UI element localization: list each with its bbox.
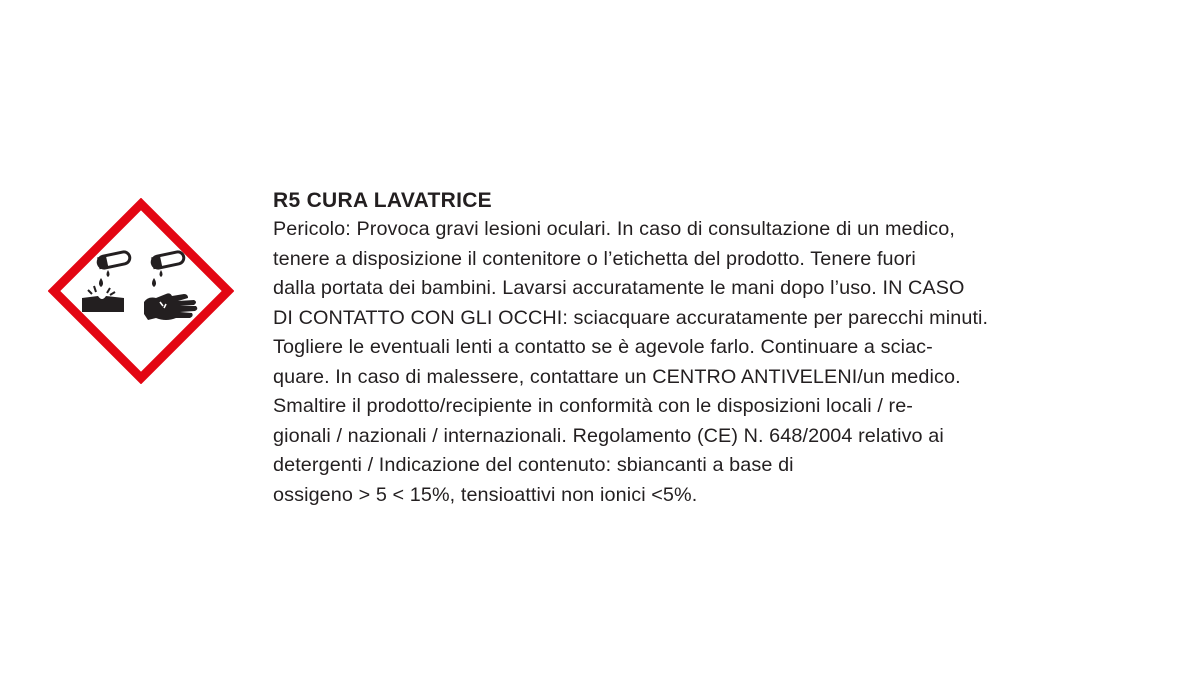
hazard-line: tenere a disposizione il contenitore o l’etichetta del prodotto. Tenere fuori <box>273 247 916 270</box>
hazard-line: dalla portata dei bambini. Lavarsi accuratamente le mani dopo l’uso. IN CASO <box>273 277 965 299</box>
hazard-line: ossigeno > 5 < 15%, tensioattivi non ionici <5%. <box>273 483 698 506</box>
safety-label <box>273 186 1173 510</box>
hazard-line: Togliere le eventuali lenti a contatto se è agevole farlo. Continuare a sciac- <box>273 336 933 358</box>
hazard-line: DI CONTATTO CON GLI OCCHI: sciacquare accuratamente per parecchi minuti. <box>273 306 989 329</box>
hazard-line: detergenti / Indicazione del contenuto: sbiancanti a base di <box>273 454 794 476</box>
product-title: R5 CURA LAVATRICE <box>273 189 492 212</box>
hazard-line: gionali / nazionali / internazionali. Regolamento (CE) N. 648/2004 relativo ai <box>273 424 944 447</box>
hazard-line: quare. In caso di malessere, contattare un CENTRO ANTIVELENI/un medico. <box>273 365 961 388</box>
hazard-line: Pericolo: Provoca gravi lesioni oculari. In caso di consultazione di un medico, <box>273 218 955 240</box>
hazard-line: Smaltire il prodotto/recipiente in conformità con le disposizioni locali / re- <box>273 395 913 417</box>
ghs05-corrosive-icon <box>48 198 234 384</box>
hazard-statement <box>273 215 1173 510</box>
